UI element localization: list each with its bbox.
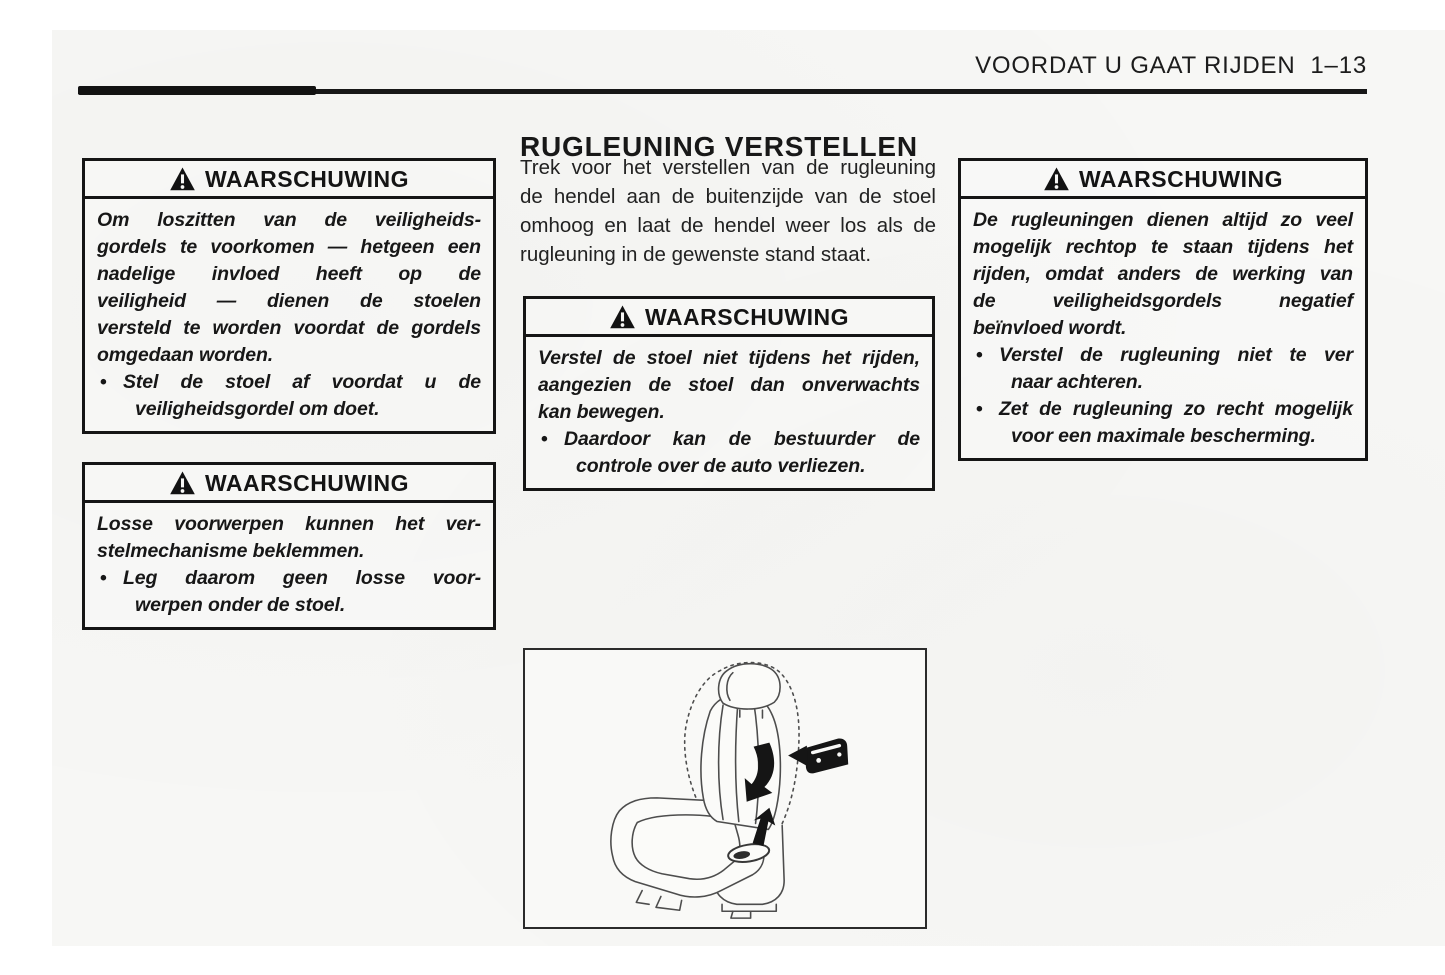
warning-text-line: beïnvloed wordt. (973, 317, 1127, 339)
warning-title-label: WAARSCHUWING (644, 304, 850, 330)
warning-title-label: WAARSCHUWING (204, 166, 410, 192)
warning-text-line: aangezien de stoel dan onverwachts (538, 374, 920, 396)
bullet-glyph: • (976, 344, 983, 366)
warning-bullet-line: • Stel de stoel af voordat u de (97, 369, 481, 396)
release-handle (806, 739, 848, 774)
intro-line: Trek voor het verstellen van de rugleuning (520, 156, 936, 179)
warning-body (85, 503, 493, 627)
intro-line: rugleuning in de gewenste stand staat. (520, 243, 872, 266)
section-heading: RUGLEUNING VERSTELLEN (520, 130, 918, 162)
bullet-glyph: • (100, 371, 107, 393)
warning-title-bar (85, 161, 493, 199)
section-intro-paragraph (520, 153, 936, 269)
warning-text-line: Om loszitten van de veiligheids- (97, 209, 481, 231)
warning-box-adjust-while-driving (523, 296, 935, 491)
warning-text-line: mogelijk rechtop te staan tijdens het (973, 236, 1353, 258)
warning-text-line: rijden, omdat anders de werking van (973, 263, 1353, 285)
warning-box-loose-objects (82, 462, 496, 630)
page-header: VOORDAT U GAAT RIJDEN 1–13 (975, 52, 1367, 79)
warning-body (526, 337, 932, 488)
warning-title-bar (526, 299, 932, 337)
warning-title-label: WAARSCHUWING (1078, 166, 1284, 192)
warning-text-line: voor een maximale bescherming. (1011, 425, 1316, 447)
warning-text-line: veiligheid — dienen de stoelen (97, 290, 481, 312)
intro-line: omhoog en laat de hendel weer los als de (520, 214, 936, 237)
warning-body (961, 199, 1365, 458)
warning-text-line: stelmechanisme beklemmen. (97, 540, 365, 562)
warning-bullet-line: • Verstel de rugleuning niet te ver (973, 342, 1353, 369)
warning-bullet-line: • Leg daarom geen losse voor- (97, 565, 481, 592)
warning-triangle-icon (169, 167, 196, 191)
warning-title-bar (961, 161, 1365, 199)
warning-text-line: naar achteren. (1011, 371, 1143, 393)
warning-triangle-icon (1043, 167, 1070, 191)
warning-box-seatbelt-fit (82, 158, 496, 434)
intro-line: de hendel aan de buitenzijde van de stoel (520, 185, 936, 208)
warning-title-bar (85, 465, 493, 503)
bullet-glyph: • (976, 398, 983, 420)
warning-title-label: WAARSCHUWING (204, 470, 410, 496)
warning-text-line: veiligheidsgordel om doet. (135, 398, 380, 420)
warning-text-line: De rugleuningen dienen altijd zo veel (973, 209, 1353, 231)
warning-text-line: omgedaan worden. (97, 344, 274, 366)
bullet-glyph: • (100, 567, 107, 589)
header-rule-thick-segment (78, 86, 316, 95)
warning-text-line: kan bewegen. (538, 401, 665, 423)
warning-text-line: Losse voorwerpen kunnen het ver- (97, 513, 481, 535)
warning-body (85, 199, 493, 431)
bullet-glyph: • (541, 428, 548, 450)
warning-box-backrest-upright (958, 158, 1368, 461)
warning-bullet-line: • Daardoor kan de bestuurder de (538, 426, 920, 453)
warning-text-line: de veiligheidsgordels negatief (973, 290, 1353, 312)
warning-triangle-icon (169, 471, 196, 495)
warning-text-line: werpen onder de stoel. (135, 594, 346, 616)
seat-illustration-frame (523, 648, 927, 929)
warning-text-line: versteld te worden voordat de gordels (97, 317, 481, 339)
warning-text-line: controle over de auto verliezen. (576, 455, 866, 477)
warning-text-line: Verstel de stoel niet tijdens het rijden, (538, 347, 920, 369)
warning-triangle-icon (609, 305, 636, 329)
warning-text-line: nadelige invloed heeft op de (97, 263, 481, 285)
warning-text-line: gordels te voorkomen — hetgeen een (97, 236, 481, 258)
warning-bullet-line: • Zet de rugleuning zo recht mogelijk (973, 396, 1353, 423)
seat-recline-illustration (525, 650, 925, 927)
